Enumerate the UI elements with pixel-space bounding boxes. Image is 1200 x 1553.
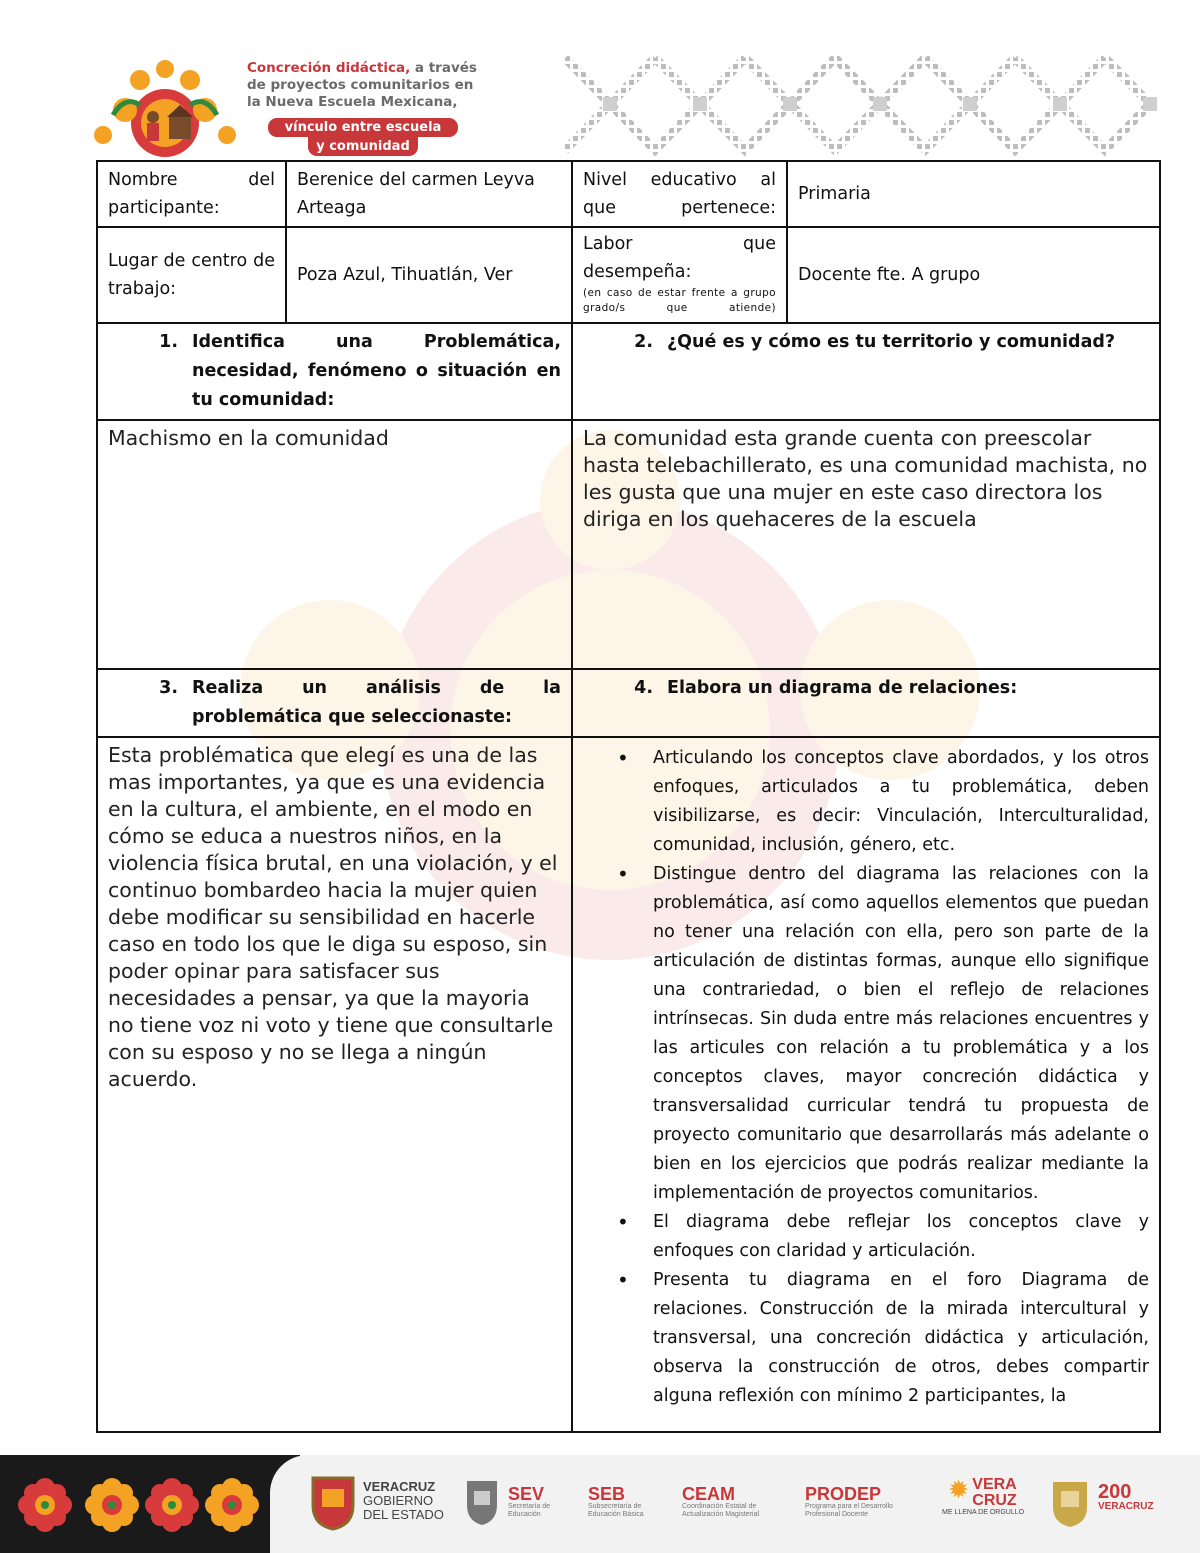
veracruz-star-icon: ✹ — [949, 1477, 968, 1502]
veracruz-government-logo — [363, 1480, 444, 1522]
participant-label-cell — [97, 161, 286, 227]
veracruz-logo-line-1: VERACRUZ — [363, 1479, 436, 1494]
section-2-answer-cell — [572, 420, 1160, 669]
prodep-logo-text: PRODEP — [805, 1484, 882, 1504]
list-item: • Presenta tu diagrama en el foro Diagrama de relaciones. Construcción de la mirada intercultural y transversal, una concreción didáctica y articulación, observa la construcción de otros, debes compartir alguna reflexión con mínimo 2 participantes, la — [583, 1266, 1149, 1411]
section-4-instructions-list — [583, 744, 1149, 1411]
program-logo-icon — [85, 55, 245, 160]
section-1-heading-cell — [97, 323, 572, 420]
section-2-heading-cell — [572, 323, 1160, 420]
section-3-answer: Esta problématica que elegí es una de las mas importantes, ya que es una evidencia en la cultura, el ambiente, en el modo en cómo se educa a nuestros niños, en la violencia física brutal, en una violación, y el continuo bombardeo hacia la mujer quien debe modificar su sensibilidad en hacerle caso en todo los que le diga su esposo, sin poder opinar para satisfacer sus necesidades a pensar, ya que la mayoria no tiene voz ni voto y tiene que consultarle con su esposo y no se llega a ningún acuerdo. — [108, 743, 558, 1091]
prodep-logo-subtitle: Programa para el Desarrollo Profesional Docente — [805, 1503, 893, 1518]
prodep-logo — [805, 1485, 915, 1519]
page-header — [0, 0, 1200, 160]
ceam-logo — [682, 1485, 782, 1519]
seb-logo-subtitle: Subsecretaría de Educación Básica — [588, 1503, 644, 1518]
page-footer — [0, 1455, 1200, 1553]
footer-institution-logos — [270, 1455, 1200, 1553]
section-4-heading-cell — [572, 669, 1160, 737]
table-row — [97, 161, 1160, 227]
veracruz-brand-line-2: CRUZ — [972, 1492, 1017, 1509]
sev-logo-subtitle: Secretaría de Educación — [508, 1503, 551, 1518]
flower-icon — [145, 1478, 199, 1532]
list-item: • El diagrama debe reflejar los conceptos clave y enfoques con claridad y articulación. — [583, 1208, 1149, 1266]
tagline-line-2: y comunidad — [308, 137, 418, 156]
section-4-number: 4. — [634, 678, 653, 698]
role-label-cell — [572, 227, 787, 323]
workplace-label-cell — [97, 227, 286, 323]
flower-icon — [18, 1478, 72, 1532]
veracruz-brand-logo — [942, 1477, 1024, 1517]
program-title — [247, 60, 487, 111]
sev-shield-icon — [465, 1479, 499, 1527]
seb-logo — [588, 1485, 663, 1519]
list-item: • Distingue dentro del diagrama las relaciones con la problemática, así como aquellos elementos que puedan no tener una relación con ella, pero son parte de la articulación de distintas formas, aunque ello signifique una contrariedad, o bien el reflejo de relaciones intrínsecas. Sin duda entre más relaciones encuentres y las articules con relación a tu problemática y a los conceptos claves, mayor concreción didáctica y transversalidad curricular tendrá tu propuesta de proyecto comunitario que desarrollarás más adelante o bien en los ejercicios que podrás realizar mediante la implementación de proyectos comunitarios. — [583, 860, 1149, 1208]
participant-value: Berenice del carmen Leyva Arteaga — [297, 170, 535, 218]
program-tagline — [268, 118, 458, 156]
program-title-accent: Concreción didáctica, — [247, 60, 411, 76]
section-2-title: ¿Qué es y cómo es tu territorio y comunidad? — [667, 332, 1116, 352]
table-row — [97, 669, 1160, 737]
bicentenary-logo — [1098, 1483, 1154, 1512]
section-3-heading-cell — [97, 669, 572, 737]
tagline-line-1: vínculo entre escuela — [268, 118, 458, 137]
sev-logo — [508, 1485, 568, 1519]
section-1-answer-cell — [97, 420, 572, 669]
table-row — [97, 420, 1160, 669]
section-2-answer: La comunidad esta grande cuenta con preescolar hasta telebachillerato, es una comunidad machista, no les gusta que una mujer en este caso directora los diriga en los quehaceres de la escuela — [583, 426, 1148, 531]
program-title-line-3: la Nueva Escuela Mexicana, — [247, 94, 458, 110]
flower-icon — [85, 1478, 139, 1532]
role-note: (en caso de estar frente a grupo grado/s que atiende) — [583, 287, 776, 314]
workplace-value-cell — [286, 227, 572, 323]
bicentenary-years: 200 — [1098, 1481, 1132, 1503]
level-value-cell — [787, 161, 1160, 227]
level-value: Primaria — [798, 184, 871, 204]
role-value: Docente fte. A grupo — [798, 265, 981, 285]
veracruz-logo-line-3: DEL ESTADO — [363, 1507, 444, 1522]
sev-logo-text: SEV — [508, 1484, 545, 1504]
program-title-rest: a través — [410, 60, 477, 76]
ceam-logo-subtitle: Coordinación Estatal de Actualización Magisterial — [682, 1503, 760, 1518]
level-label: Nivel educativo al que pertenece: — [583, 170, 776, 218]
table-row — [97, 323, 1160, 420]
role-label: Labor que desempeña: — [583, 234, 776, 282]
section-4-title: Elabora un diagrama de relaciones: — [667, 678, 1018, 698]
section-2-number: 2. — [634, 332, 653, 352]
ceam-logo-text: CEAM — [682, 1484, 735, 1504]
participant-label: Nombre del participante: — [108, 170, 275, 218]
participant-value-cell — [286, 161, 572, 227]
participant-form-table — [96, 160, 1161, 1433]
table-row — [97, 737, 1160, 1432]
table-row — [97, 227, 1160, 323]
flower-icon — [205, 1478, 259, 1532]
program-title-line-2: de proyectos comunitarios en — [247, 77, 474, 93]
workplace-label: Lugar de centro de trabajo: — [108, 251, 275, 299]
section-3-answer-cell — [97, 737, 572, 1432]
veracruz-brand-subtitle: ME LLENA DE ORGULLO — [942, 1509, 1025, 1516]
veracruz-shield-icon — [310, 1475, 356, 1531]
footer-flower-band — [0, 1455, 300, 1553]
section-1-answer: Machismo en la comunidad — [108, 426, 389, 450]
list-item: • Articulando los conceptos clave abordados, y los otros enfoques, articulados a tu problemática, deben visibilizarse, es decir: Vinculación, Interculturalidad, comunidad, inclusión, género, etc. — [583, 744, 1149, 860]
embroidery-pattern-icon — [565, 48, 1163, 160]
coat-of-arms-icon — [1050, 1479, 1090, 1529]
seb-logo-text: SEB — [588, 1484, 626, 1504]
level-label-cell — [572, 161, 787, 227]
workplace-value: Poza Azul, Tihuatlán, Ver — [297, 265, 513, 285]
section-1-number: 1. — [159, 332, 178, 352]
veracruz-brand-line-1: VERA — [972, 1476, 1017, 1493]
section-3-number: 3. — [159, 678, 178, 698]
bicentenary-label: VERACRUZ — [1098, 1501, 1154, 1512]
section-4-instructions-cell — [572, 737, 1160, 1432]
section-1-title: Identifica una Problemática, necesidad, fenómeno o situación en tu comunidad: — [192, 332, 561, 410]
veracruz-logo-line-2: GOBIERNO — [363, 1493, 434, 1508]
section-3-title: Realiza un análisis de la problemática que seleccionaste: — [192, 678, 561, 727]
role-value-cell — [787, 227, 1160, 323]
